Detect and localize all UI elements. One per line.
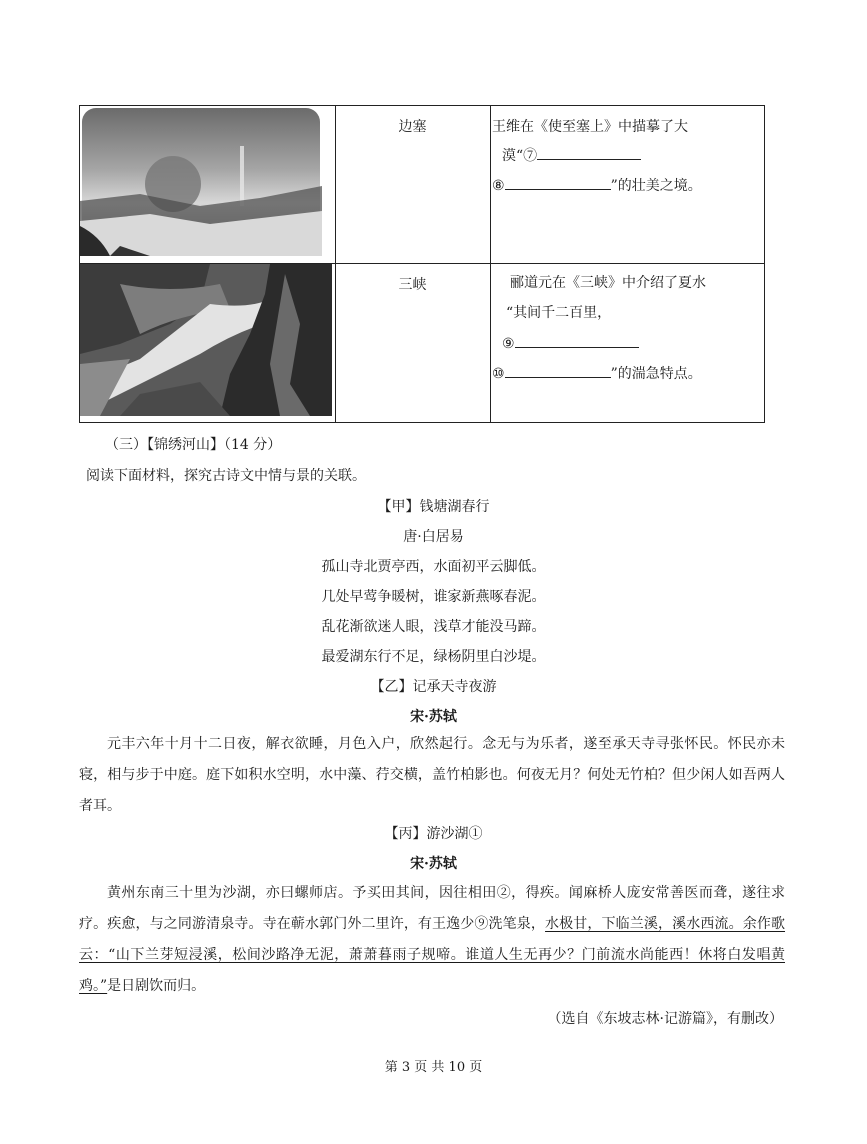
poem-line: 几处早莺争暖树，谁家新燕啄春泥。 bbox=[321, 589, 546, 605]
prose-yi-author: 宋·苏轼 bbox=[410, 709, 457, 725]
section-instruction: 阅读下面材料，探究古诗文中情与景的关联。 bbox=[86, 468, 366, 484]
poem-line: 乱花渐欲迷人眼，浅草才能没马蹄。 bbox=[321, 619, 546, 635]
source-note: （选自《东坡志林·记游篇》，有删改） bbox=[547, 1011, 783, 1027]
answer-blank-10[interactable] bbox=[505, 376, 611, 378]
table-text-line: ⑨ bbox=[502, 337, 639, 351]
poem-jia-author: 唐·白居易 bbox=[403, 529, 464, 545]
table-text-line: 王维在《使至塞上》中描摹了大 bbox=[492, 119, 688, 135]
prose-bing-title: 【丙】游沙湖① bbox=[384, 826, 483, 842]
table-label-frontier: 边塞 bbox=[398, 119, 427, 135]
gorge-river-image bbox=[80, 264, 332, 416]
table-text-line: ⑧ ”的壮美之境。 bbox=[492, 178, 702, 194]
prose-yi-text: 元丰六年十月十二日夜，解衣欲睡，月色入户，欣然起行。念无与为乐者，遂至承天寺寻张怀民。怀民亦未寝，相与步于中庭。庭下如积水空明，水中藻、荇交横，盖竹柏影也。何夜无月？何处无竹柏？但少闲人如吾两人者耳。 bbox=[79, 736, 785, 814]
table-divider bbox=[335, 106, 336, 422]
prose-yi-title: 【乙】记承天寺夜游 bbox=[370, 679, 497, 695]
answer-blank-8[interactable] bbox=[505, 188, 611, 190]
table-text-line: 郦道元在《三峡》中介绍了夏水 bbox=[510, 275, 706, 291]
table-label-three-gorges: 三峡 bbox=[398, 277, 427, 293]
answer-blank-9[interactable] bbox=[515, 346, 639, 348]
section-heading: （三）【锦绣河山】（14 分） bbox=[105, 437, 282, 453]
poem-jia-title: 【甲】钱塘湖春行 bbox=[377, 499, 490, 515]
table-divider bbox=[490, 106, 491, 422]
poem-line: 孤山寺北贾亭西，水面初平云脚低。 bbox=[321, 559, 546, 575]
answer-blank-7[interactable] bbox=[537, 158, 641, 160]
table-text-line: ⑩ ”的湍急特点。 bbox=[492, 366, 702, 382]
info-table bbox=[79, 105, 765, 423]
underlined-passage: 水极甘，下临兰溪，溪水西流。余作歌云：“山下兰芽短浸溪，松间沙路净无泥，萧萧暮雨子规啼。谁道人生无再少？门前流水尚能西！休将白发唱黄鸡。” bbox=[79, 916, 786, 994]
poem-line: 最爱湖东行不足，绿杨阴里白沙堤。 bbox=[321, 649, 546, 665]
table-text-line: 漠“⑦ bbox=[502, 149, 641, 163]
prose-bing-author: 宋·苏轼 bbox=[410, 856, 457, 872]
page-number: 第 3 页 共 10 页 bbox=[384, 1060, 483, 1075]
table-text-line: “其间千二百里， bbox=[506, 305, 612, 321]
desert-sunset-image bbox=[80, 106, 322, 256]
prose-bing-text: 黄州东南三十里为沙湖，亦曰螺师店。予买田其间，因往相田②，得疾。闻麻桥人庞安常善医而聋，遂往求疗。疾愈，与之同游清泉寺。寺在蕲水郭门外二里许，有王逸少⑨洗笔泉，水极甘，下临兰溪，溪水西流。余作歌云：“山下兰芽短浸溪，松间沙路净无泥，萧萧暮雨子规啼。谁道人生无再少？门前流水尚能西！休将白发唱黄鸡。”是日剧饮而归。 bbox=[79, 885, 786, 994]
